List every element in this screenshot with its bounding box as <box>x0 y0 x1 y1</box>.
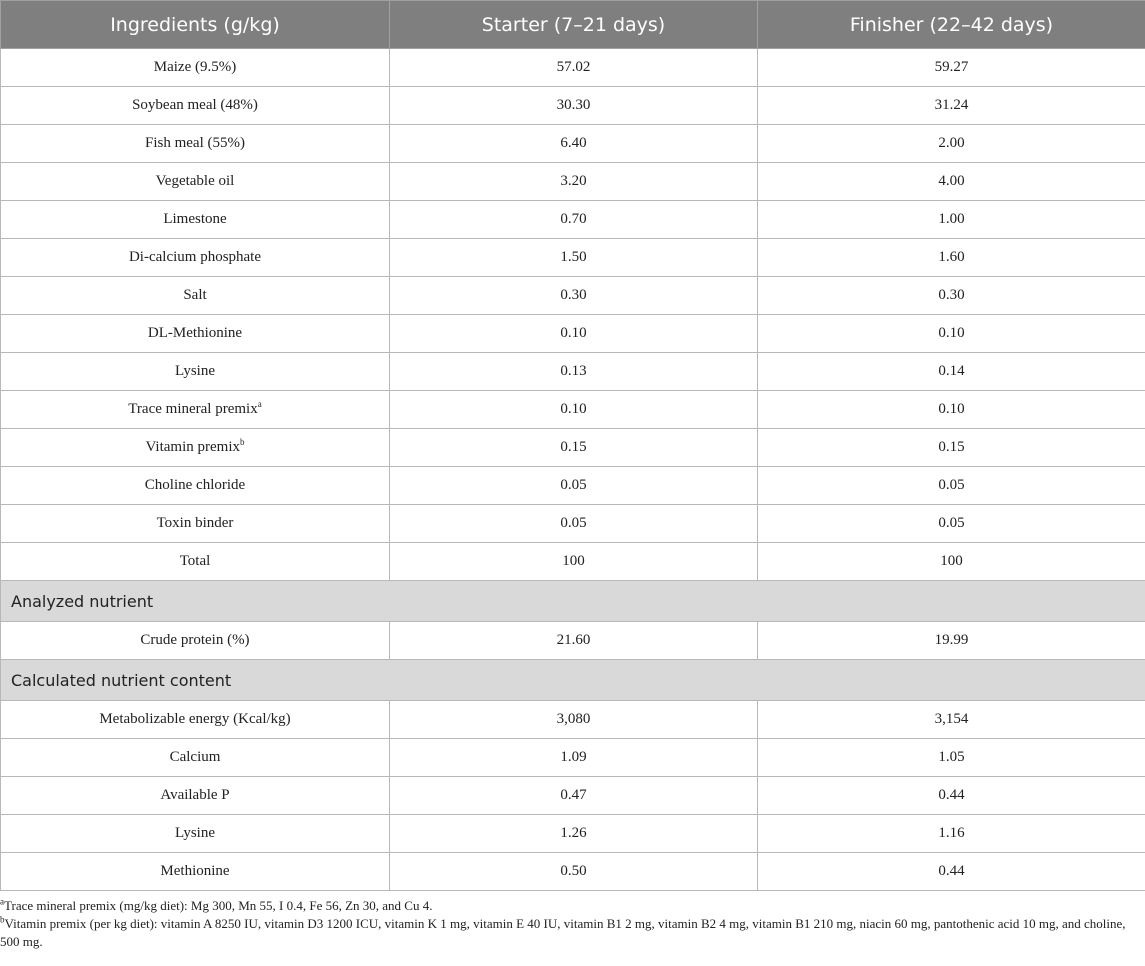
footnote-a <box>0 897 1145 915</box>
finisher-value: 3,154 <box>758 701 1145 739</box>
table-row <box>1 701 1145 739</box>
finisher-value: 0.14 <box>758 353 1145 391</box>
ingredient-name-cell <box>1 239 390 277</box>
finisher-value: 4.00 <box>758 163 1145 201</box>
table-row <box>1 201 1145 239</box>
table-row <box>1 315 1145 353</box>
ingredient-name-cell <box>1 391 390 429</box>
ingredient-name-cell <box>1 277 390 315</box>
finisher-value: 0.10 <box>758 315 1145 353</box>
footnote-b <box>0 915 1145 951</box>
ingredient-name: Calcium <box>169 749 221 765</box>
table-row <box>1 622 1145 660</box>
ingredient-name-cell <box>1 353 390 391</box>
finisher-value: 100 <box>758 543 1145 581</box>
footnotes <box>0 891 1145 951</box>
finisher-value: 0.44 <box>758 777 1145 815</box>
starter-value: 0.47 <box>390 777 758 815</box>
table-row <box>1 239 1145 277</box>
ingredient-name-cell <box>1 543 390 581</box>
finisher-value: 0.30 <box>758 277 1145 315</box>
starter-value: 0.15 <box>390 429 758 467</box>
table-header-row <box>1 1 1145 49</box>
starter-value: 0.13 <box>390 353 758 391</box>
footnote-text: Trace mineral premix (mg/kg diet): Mg 300, Mn 55, I 0.4, Fe 56, Zn 30, and Cu 4. <box>4 898 433 913</box>
table-row <box>1 125 1145 163</box>
ingredient-name: Total <box>179 553 211 569</box>
header-ingredients: Ingredients (g/kg) <box>1 1 390 49</box>
table-row <box>1 505 1145 543</box>
section-title-calculated: Calculated nutrient content <box>1 660 1145 701</box>
starter-value: 1.26 <box>390 815 758 853</box>
ingredient-name-cell <box>1 739 390 777</box>
table-row <box>1 429 1145 467</box>
header-finisher: Finisher (22–42 days) <box>758 1 1145 49</box>
footnote-text: Vitamin premix (per kg diet): vitamin A 8250 IU, vitamin D3 1200 ICU, vitamin K 1 mg, vitamin E 40 IU, vitamin B1 2 mg, vitamin B2 4 mg, vitamin B1 210 mg, niacin 60 mg, pantothenic acid 10 mg, and choline, 500 mg. <box>0 916 1126 949</box>
starter-value: 0.70 <box>390 201 758 239</box>
starter-value: 0.10 <box>390 391 758 429</box>
starter-value: 30.30 <box>390 87 758 125</box>
starter-value: 0.10 <box>390 315 758 353</box>
finisher-value: 1.16 <box>758 815 1145 853</box>
section-row <box>1 581 1145 622</box>
table-row <box>1 49 1145 87</box>
finisher-value: 0.05 <box>758 467 1145 505</box>
finisher-value: 19.99 <box>758 622 1145 660</box>
footnote-mark: b <box>0 914 5 925</box>
ingredient-name-cell <box>1 467 390 505</box>
ingredient-name: Maize (9.5%) <box>153 59 237 75</box>
ingredient-name: Limestone <box>163 211 227 227</box>
ingredient-name: Soybean meal (48%) <box>132 97 258 113</box>
ingredient-name: Lysine <box>175 363 215 379</box>
ingredient-name-cell <box>1 701 390 739</box>
ingredient-name: Salt <box>183 287 207 303</box>
footnote-mark: a <box>0 896 4 907</box>
starter-value: 1.50 <box>390 239 758 277</box>
footnote-marker: a <box>257 399 262 409</box>
ingredient-name: Crude protein (%) <box>140 632 250 648</box>
starter-value: 100 <box>390 543 758 581</box>
starter-value: 0.05 <box>390 505 758 543</box>
table-row <box>1 739 1145 777</box>
ingredient-name-cell <box>1 777 390 815</box>
finisher-value: 0.44 <box>758 853 1145 891</box>
table-row <box>1 777 1145 815</box>
ingredient-name-cell <box>1 315 390 353</box>
starter-value: 57.02 <box>390 49 758 87</box>
ingredient-name: Di-calcium phosphate <box>128 249 262 265</box>
ingredient-name-cell <box>1 87 390 125</box>
table-row <box>1 853 1145 891</box>
ingredient-name: Available P <box>160 787 230 803</box>
table-row <box>1 87 1145 125</box>
calculated-section <box>1 660 1145 701</box>
table-row <box>1 467 1145 505</box>
finisher-value: 2.00 <box>758 125 1145 163</box>
table-row <box>1 353 1145 391</box>
ingredient-name: Methionine <box>160 863 230 879</box>
starter-value: 0.50 <box>390 853 758 891</box>
finisher-value: 0.05 <box>758 505 1145 543</box>
ingredients-body <box>1 49 1145 581</box>
ingredient-name-cell <box>1 125 390 163</box>
ingredient-name: DL-Methionine <box>147 325 243 341</box>
starter-value: 1.09 <box>390 739 758 777</box>
starter-value: 0.05 <box>390 467 758 505</box>
ingredient-name-cell <box>1 49 390 87</box>
finisher-value: 0.15 <box>758 429 1145 467</box>
ingredient-name-cell <box>1 853 390 891</box>
table-row <box>1 163 1145 201</box>
finisher-value: 1.05 <box>758 739 1145 777</box>
ingredient-name: Fish meal (55%) <box>145 135 245 151</box>
finisher-value: 59.27 <box>758 49 1145 87</box>
table-row <box>1 391 1145 429</box>
finisher-value: 31.24 <box>758 87 1145 125</box>
table-row <box>1 543 1145 581</box>
analyzed-section <box>1 581 1145 622</box>
section-row <box>1 660 1145 701</box>
finisher-value: 1.60 <box>758 239 1145 277</box>
ingredient-name: Trace mineral premix <box>128 401 258 417</box>
table-row <box>1 815 1145 853</box>
finisher-value: 1.00 <box>758 201 1145 239</box>
starter-value: 21.60 <box>390 622 758 660</box>
ingredient-name-cell <box>1 622 390 660</box>
analyzed-body <box>1 622 1145 660</box>
starter-value: 3,080 <box>390 701 758 739</box>
ingredient-name: Metabolizable energy (Kcal/kg) <box>99 711 291 727</box>
section-title-analyzed: Analyzed nutrient <box>1 581 1145 622</box>
ingredient-name: Lysine <box>175 825 215 841</box>
ingredient-name-cell <box>1 815 390 853</box>
ingredient-name: Toxin binder <box>156 515 234 531</box>
calculated-body <box>1 701 1145 891</box>
starter-value: 0.30 <box>390 277 758 315</box>
ingredient-name-cell <box>1 429 390 467</box>
finisher-value: 0.10 <box>758 391 1145 429</box>
ingredient-name: Choline chloride <box>144 477 246 493</box>
header-starter: Starter (7–21 days) <box>390 1 758 49</box>
starter-value: 3.20 <box>390 163 758 201</box>
ingredient-name-cell <box>1 163 390 201</box>
ingredient-name-cell <box>1 505 390 543</box>
footnote-marker: b <box>240 437 245 447</box>
ingredient-name-cell <box>1 201 390 239</box>
table-row <box>1 277 1145 315</box>
ingredient-name: Vegetable oil <box>155 173 235 189</box>
starter-value: 6.40 <box>390 125 758 163</box>
ingredient-name: Vitamin premix <box>145 439 240 455</box>
